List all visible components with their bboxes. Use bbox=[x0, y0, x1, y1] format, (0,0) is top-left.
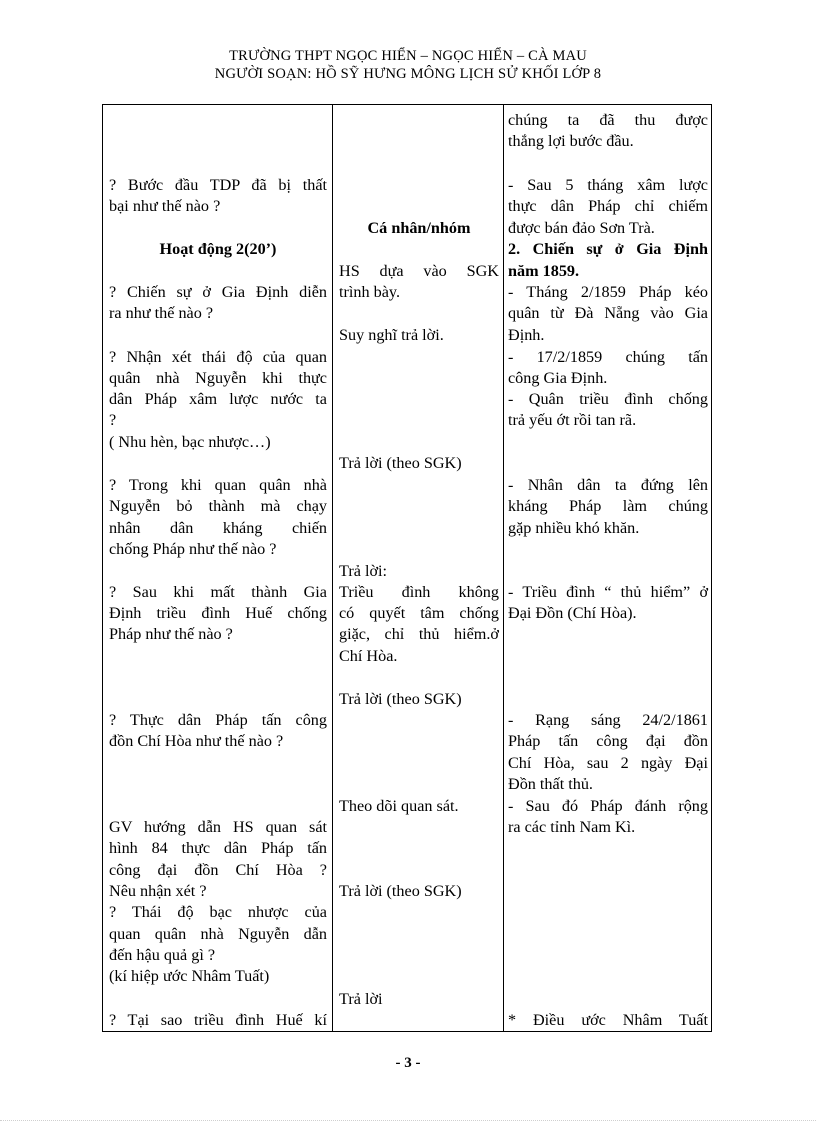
student-activity: giặc, chỉ thủ hiểm.ở bbox=[339, 625, 499, 643]
question-text: ra như thế nào ? bbox=[109, 304, 214, 322]
lesson-content: - Quân triều đình chống bbox=[508, 390, 708, 408]
question-hint: ( Nhu hèn, bạc nhược…) bbox=[109, 433, 271, 451]
activity-heading: Hoạt động 2(20’) bbox=[159, 240, 277, 258]
question-text: đồn Chí Hòa như thế nào ? bbox=[109, 732, 284, 750]
header-author: NGƯỜI SOẠN: HỒ SỸ HƯNG MÔNG LỊCH SỬ KHỐI LỚP 8 bbox=[214, 66, 602, 82]
question-text: dân Pháp xâm lược nước ta bbox=[109, 390, 327, 408]
question-text: quan quân nhà Nguyễn dẫn bbox=[109, 925, 327, 943]
question-text: ? Trong khi quan quân nhà bbox=[109, 476, 327, 494]
student-activity: Trả lời (theo SGK) bbox=[339, 690, 462, 708]
question-text: ? Thực dân Pháp tấn công bbox=[109, 711, 327, 729]
question-text: GV hướng dẫn HS quan sát bbox=[109, 818, 327, 836]
page-header bbox=[0, 47, 816, 83]
question-text: bại như thế nào ? bbox=[109, 197, 221, 215]
lesson-content: * Điều ước Nhâm Tuất bbox=[508, 1011, 708, 1029]
lesson-content: - Rạng sáng 24/2/1861 bbox=[508, 711, 708, 729]
section-heading: năm 1859. bbox=[508, 262, 580, 280]
student-activity: Suy nghĩ trả lời. bbox=[339, 326, 444, 344]
section-heading: 2. Chiến sự ở Gia Định bbox=[508, 240, 708, 258]
question-text: công đại đồn Chí Hòa ? bbox=[109, 861, 327, 879]
question-text: ? Nhận xét thái độ của quan bbox=[109, 348, 327, 366]
question-text: nhân dân kháng chiến bbox=[109, 519, 327, 537]
lesson-content: kháng Pháp làm chúng bbox=[508, 497, 708, 515]
lesson-content: quân từ Đà Nẵng vào Gia bbox=[508, 304, 708, 322]
lesson-content: - 17/2/1859 chúng tấn bbox=[508, 348, 708, 366]
column-divider bbox=[332, 105, 333, 1031]
lesson-content: - Nhân dân ta đứng lên bbox=[508, 476, 708, 494]
lesson-content: Pháp tấn công đại đồn bbox=[508, 732, 708, 750]
lesson-content: - Tháng 2/1859 Pháp kéo bbox=[508, 283, 708, 301]
question-text: hình 84 thực dân Pháp tấn bbox=[109, 839, 327, 857]
question-text: Pháp như thế nào ? bbox=[109, 625, 233, 643]
lesson-content: - Sau đó Pháp đánh rộng bbox=[508, 797, 708, 815]
column-divider bbox=[503, 105, 504, 1031]
question-text: ? Sau khi mất thành Gia bbox=[109, 583, 327, 601]
lesson-content: thực dân Pháp chỉ chiếm bbox=[508, 197, 708, 215]
student-activity: Theo dõi quan sát. bbox=[339, 797, 459, 815]
column-heading: Cá nhân/nhóm bbox=[367, 219, 471, 237]
lesson-content: chúng ta đã thu được bbox=[508, 111, 708, 129]
lesson-content: Đồn thất thủ. bbox=[508, 775, 593, 793]
lesson-content: gặp nhiều khó khăn. bbox=[508, 519, 640, 537]
student-activity: Trả lời (theo SGK) bbox=[339, 454, 462, 472]
lesson-content: - Sau 5 tháng xâm lược bbox=[508, 176, 708, 194]
lesson-content: - Triều đình “ thủ hiểm” ở bbox=[508, 583, 708, 601]
question-text: quân nhà Nguyễn khi thực bbox=[109, 369, 327, 387]
question-text: ? bbox=[109, 411, 117, 429]
student-activity: Chí Hòa. bbox=[339, 647, 398, 665]
question-hint: (kí hiệp ước Nhâm Tuất) bbox=[109, 967, 270, 985]
lesson-content: thắng lợi bước đầu. bbox=[508, 132, 634, 150]
question-text: ? Thái độ bạc nhược của bbox=[109, 903, 327, 921]
lesson-content: trả yếu ớt rồi tan rã. bbox=[508, 411, 637, 429]
student-activity: Triều đình không bbox=[339, 583, 499, 601]
lesson-content: được bán đảo Sơn Trà. bbox=[508, 219, 655, 237]
student-activity: có quyết tâm chống bbox=[339, 604, 499, 622]
lesson-content: Chí Hòa, sau 2 ngày Đại bbox=[508, 754, 708, 772]
lesson-content: Đại Đồn (Chí Hòa). bbox=[508, 604, 637, 622]
question-text: đến hậu quả gì ? bbox=[109, 946, 216, 964]
student-activity: trình bày. bbox=[339, 283, 400, 301]
footer-divider bbox=[0, 1120, 816, 1121]
student-activity: Trả lời bbox=[339, 990, 383, 1008]
question-text: ? Tại sao triều đình Huế kí bbox=[109, 1011, 327, 1029]
student-activity: Trả lời (theo SGK) bbox=[339, 882, 462, 900]
lesson-table bbox=[102, 104, 712, 1032]
question-text: Nêu nhận xét ? bbox=[109, 882, 207, 900]
page-number: - 3 - bbox=[395, 1055, 421, 1071]
student-activity: HS dựa vào SGK bbox=[339, 262, 499, 280]
question-text: ? Chiến sự ở Gia Định diễn bbox=[109, 283, 327, 301]
question-text: chống Pháp như thế nào ? bbox=[109, 540, 277, 558]
lesson-content: ra các tỉnh Nam Kì. bbox=[508, 818, 636, 836]
header-school: TRƯỜNG THPT NGỌC HIỂN – NGỌC HIỂN – CÀ MAU bbox=[229, 48, 587, 64]
question-text: Nguyễn bỏ thành mà chạy bbox=[109, 497, 327, 515]
question-text: ? Bước đầu TDP đã bị thất bbox=[109, 176, 327, 194]
student-activity: Trả lời: bbox=[339, 562, 387, 580]
question-text: Định triều đình Huế chống bbox=[109, 604, 327, 622]
lesson-content: công Gia Định. bbox=[508, 369, 608, 387]
lesson-content: Định. bbox=[508, 326, 545, 344]
